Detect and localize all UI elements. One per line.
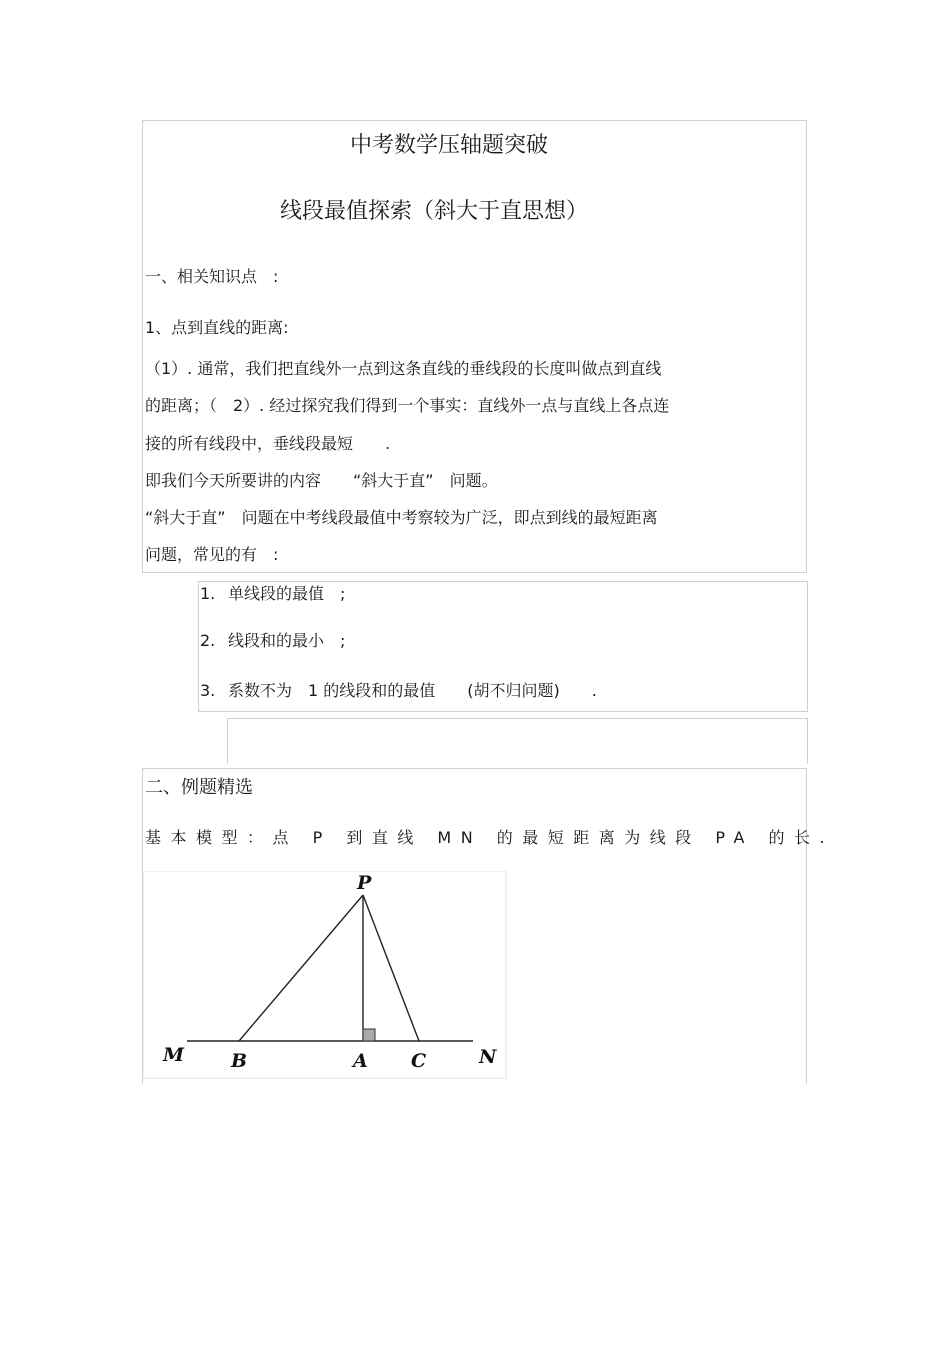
list-item-number: 2.	[200, 631, 216, 650]
para-line-6: 问题，常见的有 :	[145, 545, 279, 564]
para-line-5: “斜大于直” 问题在中考线段最值中考察较为广泛，即点到线的最短距离	[145, 508, 658, 527]
list-item-text: 系数不为 1 的线段和的最值 (胡不归问题) .	[228, 681, 597, 700]
para-line-2: 的距离；（ 2）. 经过探究我们得到一个事实：直线外一点与直线上各点连	[145, 396, 670, 415]
page-subtitle: 线段最值探索（斜大于直思想）	[280, 199, 589, 224]
geometry-figure	[143, 871, 507, 1079]
list-item-number: 3.	[200, 681, 216, 700]
section2-heading: 二、例题精选	[145, 777, 253, 798]
section1-heading: 一、相关知识点 :	[145, 267, 279, 286]
label-p: P	[357, 872, 372, 894]
list-item-number: 1.	[200, 584, 216, 603]
label-m: M	[163, 1044, 185, 1066]
list-item-text: 单线段的最值 ;	[228, 584, 346, 603]
para-line-3: 接的所有线段中，垂线段最短 .	[145, 434, 391, 453]
label-a: A	[353, 1050, 368, 1072]
label-n: N	[479, 1046, 497, 1068]
page-title: 中考数学压轴题突破	[350, 133, 549, 158]
para-line-4: 即我们今天所要讲的内容 “斜大于直” 问题。	[145, 471, 498, 490]
item1-heading: 1、点到直线的距离:	[145, 318, 289, 337]
list-item-text: 线段和的最小 ;	[228, 631, 346, 650]
para-line-1: （1）. 通常，我们把直线外一点到这条直线的垂线段的长度叫做点到直线	[145, 359, 662, 378]
spacer-box	[227, 718, 808, 764]
figure-frame	[143, 871, 506, 1078]
right-angle-marker	[363, 1029, 375, 1041]
label-b: B	[231, 1050, 248, 1072]
intro-box	[142, 120, 807, 573]
basic-model-text: 基本模型：点 P 到直线 MN 的最短距离为线段 PA 的长.	[145, 828, 835, 847]
label-c: C	[411, 1050, 427, 1072]
